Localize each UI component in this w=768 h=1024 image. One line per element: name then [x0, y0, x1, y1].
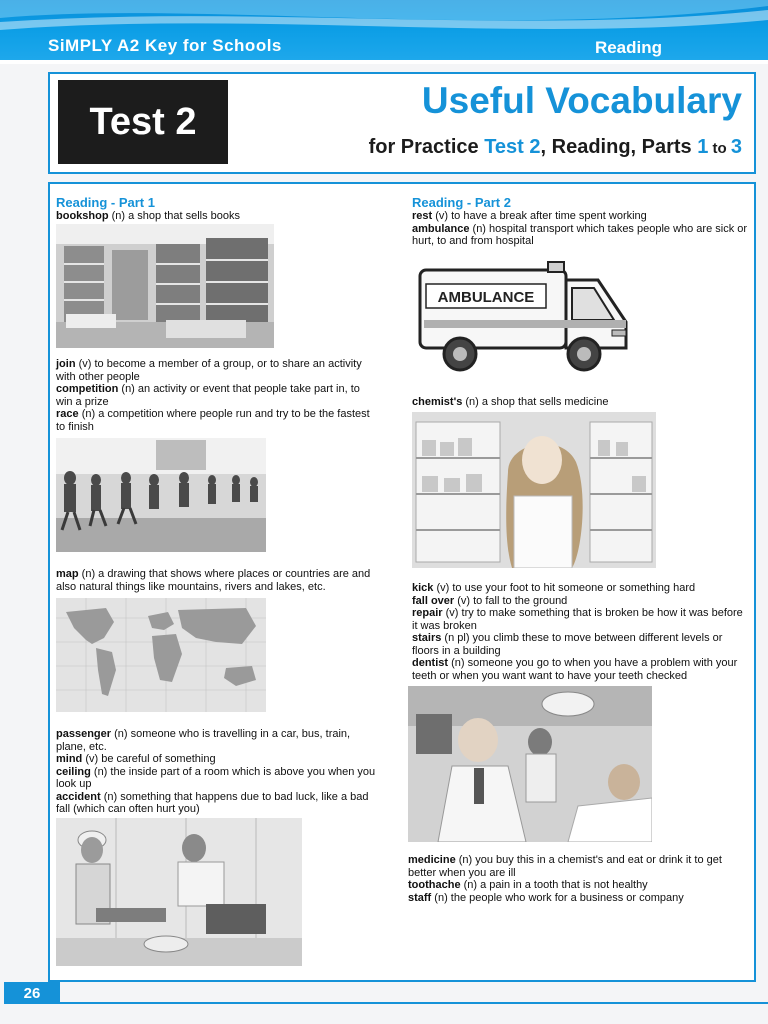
left-section-title: Reading - Part 1	[56, 195, 155, 210]
left-group-3	[56, 568, 380, 593]
vocab-term: rest	[412, 210, 433, 222]
vocab-definition: (n) something that happens due to bad luck, like a bad fall (which can often hurt you)	[56, 790, 369, 815]
vocab-entry	[56, 568, 380, 593]
left-group-1	[56, 196, 376, 223]
vocab-term: map	[56, 568, 79, 580]
left-group-2	[56, 358, 374, 433]
vocab-definition: (v) to use your foot to hit someone or something hard	[433, 582, 696, 594]
subtitle-prefix: for Practice	[368, 136, 485, 158]
vocab-term: toothache	[408, 879, 461, 891]
vocab-entry	[56, 210, 376, 223]
right-group-3	[412, 582, 750, 682]
vocab-definition: (n) an activity or event that people take part in, to win a prize	[56, 383, 360, 408]
vocab-term: ceiling	[56, 765, 91, 778]
top-banner	[0, 0, 768, 64]
right-group-1	[412, 196, 748, 248]
vocabulary-panel	[48, 182, 756, 982]
vocab-definition: (n) hospital transport which takes people who are sick or hurt, to and from hospital	[412, 222, 748, 247]
vocab-definition: (v) to become a member of a group, or to share an activity with other people	[56, 358, 362, 383]
left-group-4	[56, 728, 380, 816]
vocab-definition: (n) a drawing that shows where places or countries are and also natural things like mountains, rivers and lakes, etc.	[56, 568, 371, 593]
subtitle-mid: , Reading, Parts	[540, 136, 698, 158]
vocab-definition: (n) the inside part of a room which is above you when you look up	[56, 765, 376, 790]
vocab-entry	[412, 582, 750, 595]
vocab-term: fall over	[412, 594, 455, 607]
vocab-term: competition	[56, 383, 119, 395]
vocab-entry	[56, 408, 374, 433]
vocab-entry	[56, 728, 380, 753]
vocab-entry	[408, 879, 748, 892]
vocab-term: mind	[56, 753, 83, 765]
subtitle-test: Test 2	[484, 136, 541, 158]
vocab-term: chemist's	[412, 396, 463, 408]
vocab-term: passenger	[56, 728, 112, 740]
subtitle-part-start: 1	[697, 136, 709, 158]
vocab-definition: (n) someone who is travelling in a car, bus, train, plane, etc.	[56, 728, 351, 753]
subtitle-part-end: 3	[730, 136, 742, 158]
vocab-entry	[56, 791, 380, 816]
vocab-term: bookshop	[56, 210, 109, 222]
bookshop-photo	[56, 224, 274, 348]
vocab-definition: (n) a shop that sells books	[108, 210, 241, 222]
vocab-term: kick	[412, 582, 434, 594]
title-block	[48, 72, 756, 174]
right-section-title: Reading - Part 2	[412, 195, 511, 210]
page-number: 26	[4, 982, 60, 1004]
vocab-entry	[56, 753, 380, 766]
accident-photo	[56, 818, 302, 966]
vocab-definition: (v) try to make something that is broken be how it was before it was broken	[412, 607, 743, 632]
vocab-definition: (n) someone you go to when you have a problem with your teeth or when you want want to have your teeth checked	[412, 657, 738, 682]
vocab-entry	[408, 854, 748, 879]
vocab-definition: (n pl) you climb these to move between different levels or floors in a building	[412, 632, 723, 657]
test-badge: Test 2	[58, 80, 228, 164]
right-group-2	[412, 396, 748, 409]
vocab-definition: (v) to fall to the ground	[454, 594, 568, 607]
vocab-definition: (n) a pain in a tooth that is not healthy	[460, 879, 648, 891]
page-subtitle	[369, 136, 742, 159]
footer-rule	[60, 1002, 768, 1004]
series-title: SiMPLY A2 Key for Schools	[48, 36, 282, 55]
race-photo	[56, 438, 266, 552]
vocab-term: stairs	[412, 632, 442, 644]
vocab-entry	[412, 632, 750, 657]
vocab-term: race	[56, 408, 79, 420]
vocab-entry	[408, 892, 748, 905]
vocab-term: repair	[412, 607, 443, 619]
vocab-term: medicine	[408, 854, 456, 866]
vocab-definition: (n) a shop that sells medicine	[462, 396, 609, 408]
vocab-definition: (n) the people who work for a business or company	[431, 891, 684, 904]
vocab-entry	[56, 766, 380, 791]
vocab-entry	[56, 383, 374, 408]
vocab-entry	[412, 607, 750, 632]
vocab-term: dentist	[412, 657, 449, 669]
vocab-term: accident	[56, 790, 101, 803]
ambulance-label: AMBULANCE	[437, 289, 535, 306]
right-group-4	[408, 854, 748, 904]
vocab-entry	[412, 210, 748, 223]
chemist-photo	[412, 412, 656, 568]
vocab-entry	[412, 223, 748, 248]
vocab-term: staff	[408, 891, 432, 904]
vocab-entry	[412, 657, 750, 682]
vocab-entry	[412, 396, 748, 409]
vocab-entry	[56, 358, 374, 383]
vocab-definition: (v) be careful of something	[82, 753, 216, 765]
map-photo	[56, 598, 266, 712]
vocab-entry	[412, 595, 750, 608]
dentist-photo	[408, 686, 652, 842]
section-label: Reading	[594, 38, 662, 57]
vocab-definition: (v) to have a break after time spent working	[432, 210, 647, 222]
vocab-term: join	[56, 358, 76, 370]
vocab-definition: (n) you buy this in a chemist's and eat or drink it to get better when you are ill	[408, 854, 722, 879]
vocab-term: ambulance	[412, 222, 470, 235]
vocab-definition: (n) a competition where people run and try to be the fastest to finish	[56, 408, 370, 433]
ambulance-illustration	[412, 258, 632, 378]
page-title: Useful Vocabulary	[421, 80, 742, 121]
subtitle-to: to	[708, 140, 731, 157]
